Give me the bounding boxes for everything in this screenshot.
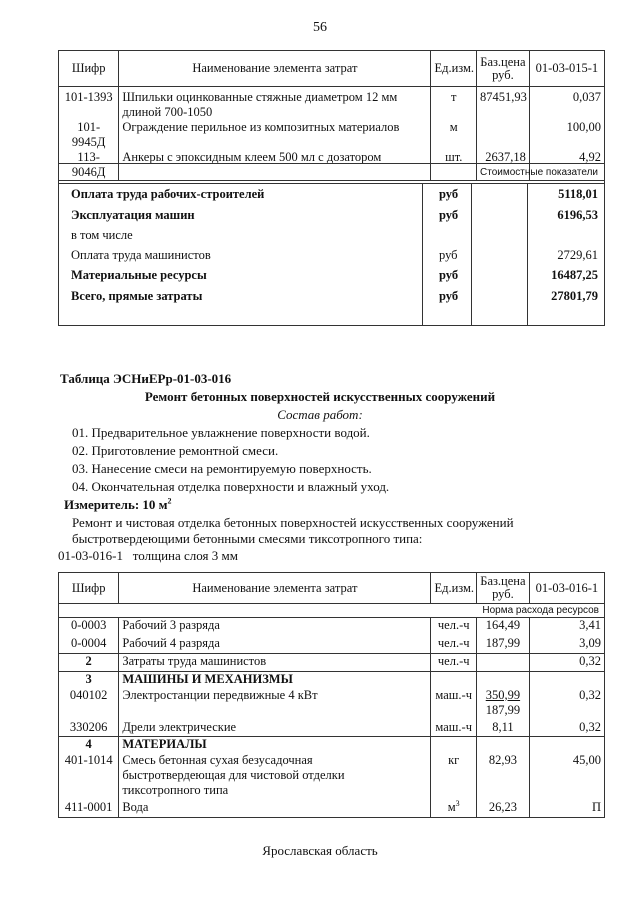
row-code: 0-0004 — [59, 636, 119, 654]
row-code: 330206 — [59, 720, 119, 737]
row-unit: т — [431, 87, 477, 121]
variant — [58, 548, 238, 564]
cost-table-continuation — [58, 50, 605, 181]
row-price: 8,11 — [476, 720, 529, 737]
row-price: 2637,18 — [476, 150, 529, 181]
resource-table — [58, 572, 605, 818]
unit-label: м — [447, 799, 456, 814]
row-value: 3,09 — [529, 636, 604, 654]
row-unit: кг — [431, 753, 477, 800]
summary-label: Оплата труда рабочих-строителей — [71, 187, 265, 201]
row-price: 87451,93 — [476, 87, 529, 121]
summary-unit: руб — [439, 187, 459, 201]
header-price: Баз.цена руб. — [476, 51, 529, 87]
summary-header — [59, 164, 604, 184]
row-unit: чел.-ч — [431, 618, 477, 636]
measure-sup: 2 — [167, 496, 172, 506]
table-row — [59, 120, 605, 150]
row-name: МАШИНЫ И МЕХАНИЗМЫ — [119, 672, 431, 688]
description: быстротвердеющими бетонными смесями тиксотропного типа: — [72, 531, 423, 546]
work-item: 04. Окончательная отделка поверхности и влажный уход. — [72, 479, 390, 494]
row-unit: м — [431, 120, 477, 150]
section-row — [59, 672, 605, 688]
row-value: 0,037 — [529, 87, 604, 121]
row-code: 411-0001 — [59, 800, 119, 818]
variant-code: 01-03-016-1 — [58, 548, 123, 563]
cost-summary — [58, 163, 605, 326]
summary-value: 2729,61 — [557, 248, 598, 262]
row-price — [476, 120, 529, 150]
row-unit: чел.-ч — [431, 636, 477, 654]
row-value: 100,00 — [529, 120, 604, 150]
row-price — [476, 654, 529, 672]
row-price: 82,93 — [476, 753, 529, 800]
page-number: 56 — [313, 20, 327, 35]
row-value: 0,32 — [529, 688, 604, 720]
row-unit: маш.-ч — [431, 720, 477, 737]
description: Ремонт и чистовая отделка бетонных поверхностей искусственных сооружений — [72, 515, 514, 530]
row-name: Вода — [119, 800, 431, 818]
summary-header-label: Стоимостные показатели — [480, 167, 598, 178]
row-code: 2 — [59, 654, 119, 672]
table-row — [59, 654, 605, 672]
row-price: 164,49 — [476, 618, 529, 636]
row-value: 3,41 — [529, 618, 604, 636]
unit-sup: 3 — [455, 798, 460, 808]
row-unit: шт. — [431, 150, 477, 181]
row-price: 187,99 — [476, 636, 529, 654]
summary-value: 16487,25 — [551, 268, 598, 282]
row-name-line: быстротвердеющая для чистовой отделки — [122, 767, 345, 782]
row-code: 101-1393 — [59, 87, 119, 121]
row-code: 4 — [59, 737, 119, 753]
row-code: 3 — [59, 672, 119, 688]
row-name: Рабочий 3 разряда — [119, 618, 431, 636]
table-header-row — [59, 51, 605, 87]
summary-row — [59, 265, 604, 285]
header-value: 01-03-016-1 — [529, 573, 604, 604]
summary-row — [59, 286, 604, 306]
row-name: Дрели электрические — [119, 720, 431, 737]
row-name: Шпильки оцинкованные стяжные диаметром 12 мм длиной 700-1050 — [119, 87, 431, 121]
row-name: Электростанции передвижные 4 кВт — [119, 688, 431, 720]
summary-label: Всего, прямые затраты — [71, 289, 203, 303]
row-code: 040102 — [59, 688, 119, 720]
row-name-line: тиксотропного типа — [122, 782, 229, 797]
summary-row — [59, 225, 604, 245]
summary-label: Оплата труда машинистов — [71, 248, 211, 262]
work-item: 01. Предварительное увлажнение поверхности водой. — [72, 425, 370, 440]
section-row — [59, 737, 605, 753]
row-name: Ограждение перильное из композитных материалов — [119, 120, 431, 150]
header-code: Шифр — [59, 51, 119, 87]
row-code: 113-9046Д — [59, 150, 119, 181]
header-code: Шифр — [59, 573, 119, 604]
summary-value: 5118,01 — [558, 187, 598, 201]
summary-row — [59, 184, 604, 204]
section-title: Ремонт бетонных поверхностей искусственных сооружений — [144, 389, 496, 404]
row-name: МАТЕРИАЛЫ — [119, 737, 431, 753]
header-unit: Ед.изм. — [431, 51, 477, 87]
row-value: 4,92 — [529, 150, 604, 181]
table-row — [59, 87, 605, 121]
summary-label: Материальные ресурсы — [71, 268, 207, 282]
measure-label: Измеритель: 10 м — [64, 497, 168, 512]
header-price: Баз.цена руб. — [476, 573, 529, 604]
row-price-secondary: 187,99 — [485, 702, 521, 717]
table-row — [59, 618, 605, 636]
summary-unit: руб — [439, 268, 459, 282]
header-value: 01-03-015-1 — [529, 51, 604, 87]
measure-unit — [64, 497, 172, 513]
row-code: 401-1014 — [59, 753, 119, 800]
summary-unit: руб — [439, 289, 459, 303]
header-unit: Ед.изм. — [431, 573, 477, 604]
row-name: Анкеры с эпоксидным клеем 500 мл с дозатором — [119, 150, 431, 181]
work-item: 02. Приготовление ремонтной смеси. — [72, 443, 279, 458]
row-value: 0,32 — [529, 720, 604, 737]
row-price-primary: 350,99 — [485, 687, 521, 702]
subheader: Норма расхода ресурсов — [482, 605, 599, 616]
subheader-row — [59, 604, 605, 618]
summary-unit: руб — [439, 208, 459, 222]
table-row — [59, 720, 605, 737]
summary-unit: руб — [439, 248, 458, 262]
summary-row — [59, 205, 604, 225]
row-unit: маш.-ч — [431, 688, 477, 720]
summary-row — [59, 245, 604, 265]
row-name-line: Смесь бетонная сухая безусадочная — [122, 752, 313, 767]
table-row — [59, 800, 605, 818]
row-code: 0-0003 — [59, 618, 119, 636]
header-name: Наименование элемента затрат — [119, 51, 431, 87]
row-name — [119, 753, 431, 800]
header-name: Наименование элемента затрат — [119, 573, 431, 604]
summary-label: Эксплуатация машин — [71, 208, 195, 222]
work-heading: Состав работ: — [277, 407, 363, 422]
work-item: 03. Нанесение смеси на ремонтируемую поверхность. — [72, 461, 372, 476]
row-unit: чел.-ч — [431, 654, 477, 672]
row-price: 26,23 — [476, 800, 529, 818]
summary-value: 27801,79 — [551, 289, 598, 303]
variant-text: толщина слоя 3 мм — [132, 548, 238, 563]
table-row — [59, 688, 605, 720]
row-value: 0,32 — [529, 654, 604, 672]
row-value: П — [529, 800, 604, 818]
row-name: Рабочий 4 разряда — [119, 636, 431, 654]
summary-value: 6196,53 — [557, 208, 598, 222]
footer-region: Ярославская область — [262, 843, 378, 858]
row-name: Затраты труда машинистов — [119, 654, 431, 672]
table-id: Таблица ЭСНиЕРр-01-03-016 — [60, 371, 232, 386]
table-row — [59, 636, 605, 654]
summary-label: в том числе — [71, 228, 133, 242]
row-value: 45,00 — [529, 753, 604, 800]
table-header-row — [59, 573, 605, 604]
row-price — [476, 688, 529, 720]
row-unit — [431, 800, 477, 818]
table-row — [59, 753, 605, 800]
row-code: 101-9945Д — [59, 120, 119, 150]
